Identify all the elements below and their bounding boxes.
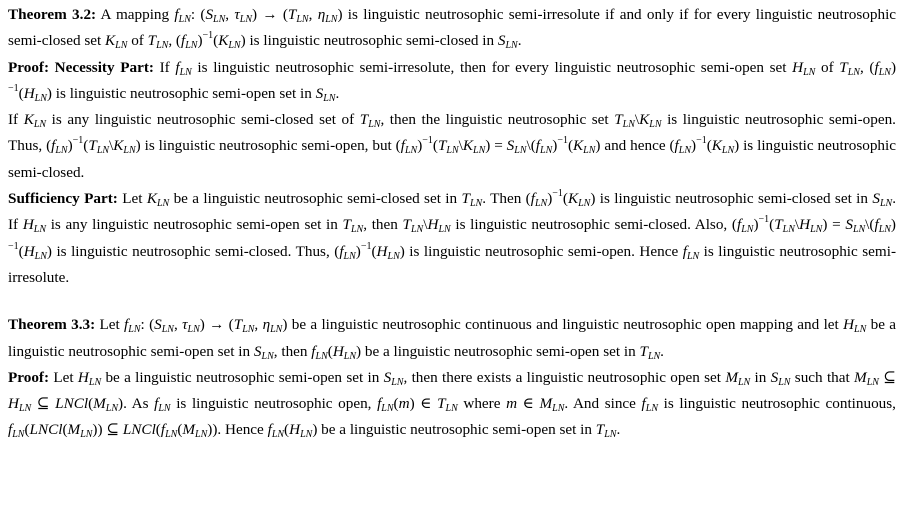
theorem-3-3: Theorem 3.3: Let $f_{LN}$: ($S_{LN}$, $\tau_{LN}) \to (T_{LN}$, $\eta_{LN}$) be a linguistic neutrosophic continuous and linguistic neutrosophic open mapping and let $H_{LN}$ be a linguistic neutrosophic semi-open set in $S_{LN}$, then $f_{LN}(H_{LN})$ be a linguistic neutrosophic semi-open set in $T_{LN}$.	[8, 316, 897, 362]
proof-theorem-3-3: Proof: Let $H_{LN}$ be a linguistic neutrosophic semi-open set in $S_{LN}$, then there exists a linguistic neutrosophic open set $M_{LN}$ in $S_{LN}$ such that $M_{LN}$ ⊆ $H_{LN}$ ⊆ $LNCl(M_{LN})$. As $f_{LN}$ is linguistic neutrosophic open, $f_{LN}(m)$ ∈ $T_{LN}$ where m ∈ $M_{LN}$. And since $f_{LN}$ is linguistic neutrosophic continuous, $f_{LN}(LNCl(M_{LN}))$ ⊆ $LNCl(f_{LN}(M_{LN}))$. Hence $f_{LN}(H_{LN})$ be a linguistic neutrosophic semi-open set in $T_{LN}$.	[8, 368, 896, 441]
proof-necessity: Proof: Necessity Part: If $f_{LN}$ is linguistic neutrosophic semi-irresolute, then for every linguistic neutrosophic semi-open set $H_{LN}$ of $T_{LN}$, $(f_{LN})^{-1}(H_{LN})$ is linguistic neutrosophic semi-open set in $S_{LN}$.	[8, 58, 896, 104]
proof-sufficiency-label: Sufficiency Part:	[8, 190, 118, 208]
theorem-3-3-label: Theorem 3.3:	[8, 316, 96, 334]
paragraph-gap	[8, 291, 896, 312]
proof-sufficiency: Sufficiency Part: Let $K_{LN}$ be a linguistic neutrosophic semi-closed set in $T_{LN}$. Then $(f_{LN})^{-1}(K_{LN})$ is linguistic neutrosophic semi-closed set in $S_{LN}$. If $H_{LN}$ is any linguistic neutrosophic semi-open set in $T_{LN}$, then $T_{LN}\backslash H_{LN}$ is linguistic neutrosophic semi-closed. Also, $(f_{LN})^{-1}(T_{LN}\backslash H_{LN})$ = $S_{LN}\backslash(f_{LN})^{-1}(H_{LN})$ is linguistic neutrosophic semi-closed. Thus, $(f_{LN})^{-1}(H_{LN})$ is linguistic neutrosophic semi-open. Hence $f_{LN}$ is linguistic neutrosophic semi-irresolute.	[8, 188, 897, 286]
proof-necessity-continued: If $K_{LN}$ is any linguistic neutrosophic semi-closed set of $T_{LN}$, then the linguistic neutrosophic set $T_{LN}\backslash K_{LN}$ is linguistic neutrosophic semi-open. Thus, $(f_{LN})^{-1}(T_{LN}\backslash K_{LN})$ is linguistic neutrosophic semi-open, but $(f_{LN})^{-1}(T_{LN}\backslash K_{LN})$ = $S_{LN}\backslash(f_{LN})^{-1}(K_{LN})$ and hence $(f_{LN})^{-1}(K_{LN})$ is linguistic neutrosophic semi-closed.	[8, 111, 896, 181]
theorem-3-2-label: Theorem 3.2:	[8, 6, 97, 23]
theorem-3-2: Theorem 3.2: A mapping $f_{LN}$: ($S_{LN}$, $\tau_{LN}) \to (T_{LN}$, $\eta_{LN}$) is linguistic neutrosophic semi-irresolute if and only if for every linguistic neutrosophic semi-closed set $K_{LN}$ of $T_{LN}$, $(f_{LN})^{-1}(K_{LN})$ is linguistic neutrosophic semi-closed in $S_{LN}$.	[8, 6, 897, 52]
proof-necessity-label: Proof: Necessity Part:	[8, 58, 154, 76]
proof-label: Proof:	[8, 368, 50, 386]
